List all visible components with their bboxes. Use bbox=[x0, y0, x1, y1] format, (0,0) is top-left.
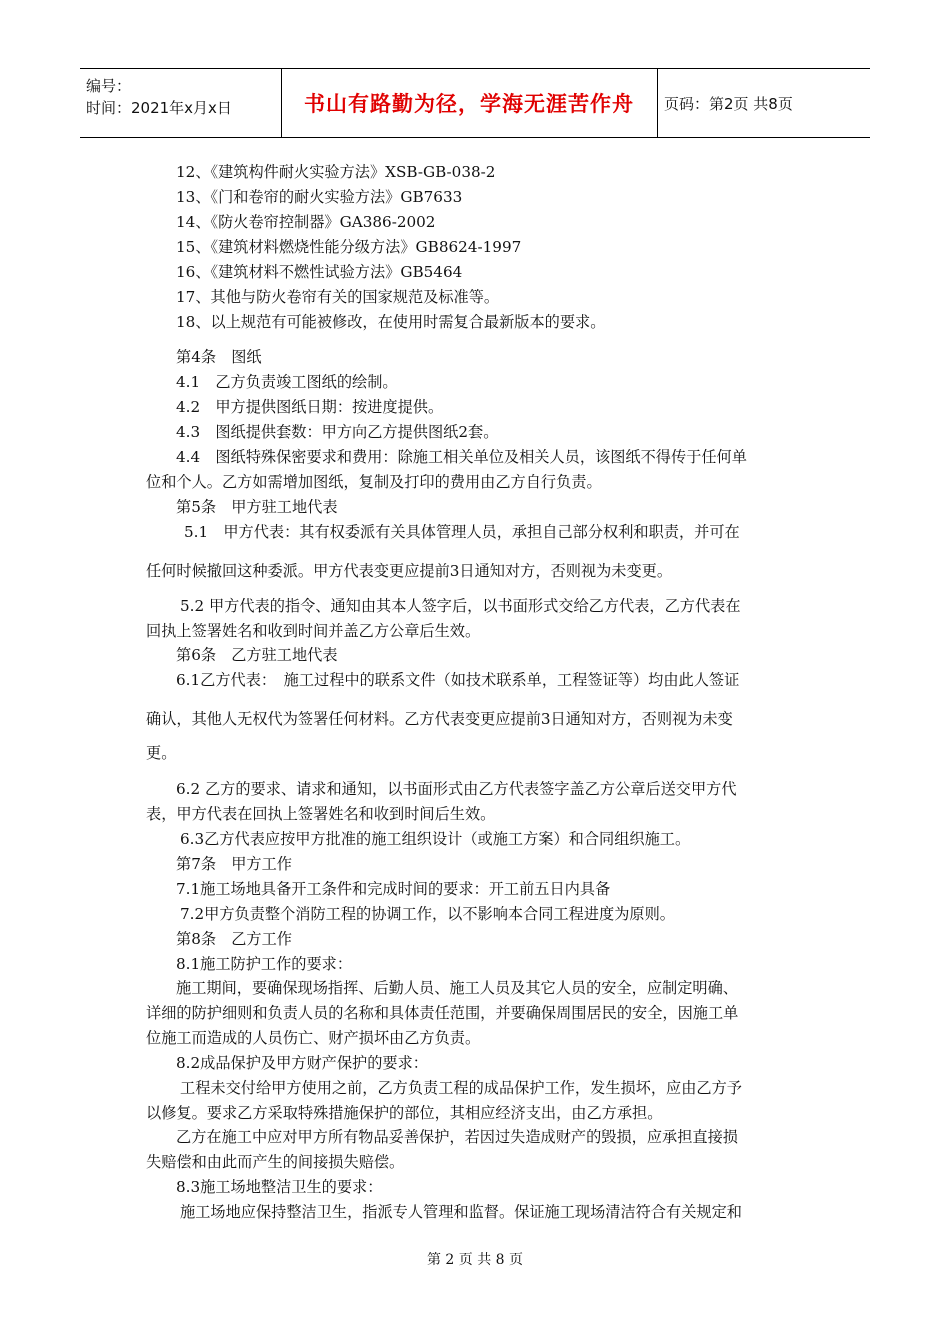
document-date: 时间：2021年x月x日 bbox=[86, 99, 232, 117]
standard-item-12: 12、《建筑构件耐火实验方法》XSB-GB-038-2 bbox=[176, 163, 496, 181]
clause-4-1: 4.1 乙方负责竣工图纸的绘制。 bbox=[176, 373, 398, 391]
standard-item-13: 13、《门和卷帘的耐火实验方法》GB7633 bbox=[176, 188, 463, 206]
header-meta bbox=[86, 75, 232, 119]
paragraph-8-2-a: 工程未交付给甲方使用之前，乙方负责工程的成品保护工作，发生损坏，应由乙方予 bbox=[180, 1079, 742, 1097]
paragraph-8-2-b: 乙方在施工中应对甲方所有物品妥善保护，若因过失造成财产的毁损，应承担直接损 bbox=[176, 1128, 738, 1146]
clause-5-2-cont: 回执上签署姓名和收到时间并盖乙方公章后生效。 bbox=[146, 622, 481, 640]
standard-item-17: 17、其他与防火卷帘有关的国家规范及标准等。 bbox=[176, 288, 500, 306]
paragraph-8-2-b-cont: 失赔偿和由此而产生的间接损失赔偿。 bbox=[146, 1153, 405, 1171]
section-heading-8: 第8条 乙方工作 bbox=[176, 930, 292, 948]
clause-6-1: 6.1乙方代表： 施工过程中的联系文件（如技术联系单，工程签证等）均由此人签证 bbox=[176, 671, 740, 689]
section-heading-7: 第7条 甲方工作 bbox=[176, 855, 292, 873]
clause-6-2-cont: 表，甲方代表在回执上签署姓名和收到时间后生效。 bbox=[146, 805, 496, 823]
clause-4-4: 4.4 图纸特殊保密要求和费用：除施工相关单位及相关人员，该图纸不得传于任何单 bbox=[176, 448, 747, 466]
clause-7-2: 7.2甲方负责整个消防工程的协调工作，以不影响本合同工程进度为原则。 bbox=[180, 905, 675, 923]
clause-6-1-end: 更。 bbox=[146, 744, 177, 762]
paragraph-8-2-a-cont: 以修复。要求乙方采取特殊措施保护的部位，其相应经济支出，由乙方承担。 bbox=[146, 1104, 663, 1122]
standard-item-16: 16、《建筑材料不燃性试验方法》GB5464 bbox=[176, 263, 463, 281]
paragraph-8-1-end: 位施工而造成的人员伤亡、财产损坏由乙方负责。 bbox=[146, 1029, 481, 1047]
section-heading-5: 第5条 甲方驻工地代表 bbox=[176, 498, 338, 516]
clause-5-2: 5.2 甲方代表的指令、通知由其本人签字后，以书面形式交给乙方代表，乙方代表在 bbox=[180, 597, 741, 615]
clause-7-1: 7.1施工场地具备开工条件和完成时间的要求：开工前五日内具备 bbox=[176, 880, 611, 898]
page-header bbox=[80, 68, 870, 138]
clause-5-1: 5.1 甲方代表：其有权委派有关具体管理人员，承担自己部分权利和职责，并可在 bbox=[184, 523, 740, 541]
header-page-info: 页码：第2页 共8页 bbox=[664, 94, 793, 113]
clause-6-1-cont: 确认，其他人无权代为签署任何材料。乙方代表变更应提前3日通知对方，否则视为未变 bbox=[146, 710, 733, 728]
clause-8-1: 8.1施工防护工作的要求： bbox=[176, 955, 353, 973]
clause-6-3: 6.3乙方代表应按甲方批准的施工组织设计（或施工方案）和合同组织施工。 bbox=[180, 830, 691, 848]
standard-item-15: 15、《建筑材料燃烧性能分级方法》GB8624-1997 bbox=[176, 238, 522, 256]
standard-item-14: 14、《防火卷帘控制器》GA386-2002 bbox=[176, 213, 436, 231]
clause-8-3: 8.3施工场地整洁卫生的要求： bbox=[176, 1178, 383, 1196]
section-heading-4: 第4条 图纸 bbox=[176, 348, 262, 366]
header-motto: 书山有路勤为径，学海无涯苦作舟 bbox=[304, 92, 634, 116]
clause-4-2: 4.2 甲方提供图纸日期：按进度提供。 bbox=[176, 398, 444, 416]
paragraph-8-1: 施工期间，要确保现场指挥、后勤人员、施工人员及其它人员的安全，应制定明确、 bbox=[176, 979, 738, 997]
clause-4-3: 4.3 图纸提供套数：甲方向乙方提供图纸2套。 bbox=[176, 423, 499, 441]
page-footer: 第 2 页 共 8 页 bbox=[426, 1252, 524, 1268]
standard-item-18: 18、以上规范有可能被修改，在使用时需复合最新版本的要求。 bbox=[176, 313, 606, 331]
clause-5-1-cont: 任何时候撤回这种委派。甲方代表变更应提前3日通知对方，否则视为未变更。 bbox=[146, 562, 673, 580]
header-divider bbox=[657, 69, 658, 137]
clause-4-4-cont: 位和个人。乙方如需增加图纸，复制及打印的费用由乙方自行负责。 bbox=[146, 473, 602, 491]
paragraph-8-3: 施工场地应保持整洁卫生，指派专人管理和监督。保证施工现场清洁符合有关规定和 bbox=[180, 1203, 742, 1221]
clause-6-2: 6.2 乙方的要求、请求和通知，以书面形式由乙方代表签字盖乙方公章后送交甲方代 bbox=[176, 780, 737, 798]
section-heading-6: 第6条 乙方驻工地代表 bbox=[176, 646, 338, 664]
document-number-label: 编号： bbox=[86, 77, 132, 95]
paragraph-8-1-cont: 详细的防护细则和负责人员的名称和具体责任范围，并要确保周围居民的安全，因施工单 bbox=[146, 1004, 739, 1022]
clause-8-2: 8.2成品保护及甲方财产保护的要求： bbox=[176, 1054, 428, 1072]
